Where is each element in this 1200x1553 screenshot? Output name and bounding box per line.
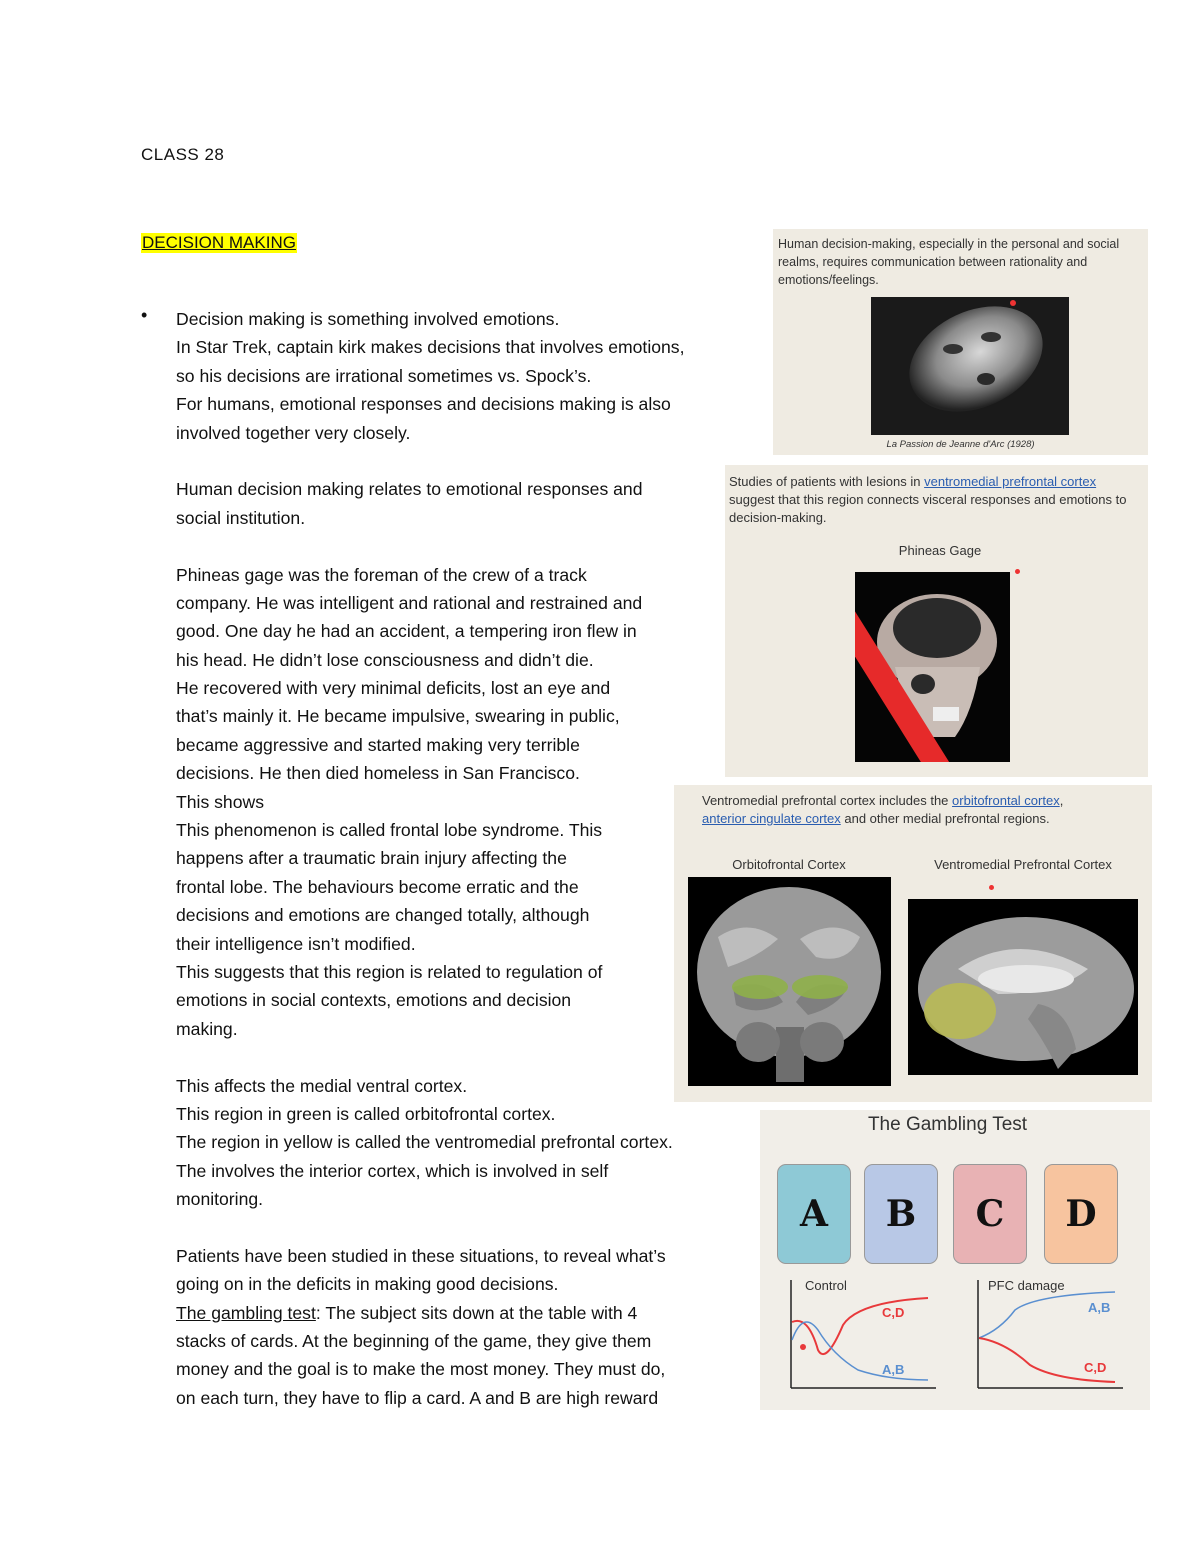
text-line: monitoring. bbox=[176, 1189, 264, 1210]
card-d[interactable] bbox=[1044, 1164, 1118, 1264]
card-b[interactable] bbox=[864, 1164, 938, 1264]
text-line: Decision making is something involved emotions. bbox=[176, 309, 560, 329]
control-graph bbox=[788, 1280, 938, 1392]
control-cd-label: C,D bbox=[882, 1305, 905, 1320]
orbitofrontal-label: Orbitofrontal Cortex bbox=[732, 857, 846, 872]
text-line: became aggressive and started making very terrible bbox=[176, 734, 580, 755]
text-line: This shows bbox=[176, 791, 264, 812]
text-line: Patients have been studied in these situations, to reveal what’s bbox=[176, 1245, 666, 1266]
vmpfc-link[interactable]: ventromedial prefrontal cortex bbox=[924, 474, 1097, 489]
text-line: decisions and emotions are changed totally, although bbox=[176, 905, 590, 926]
text-line: This region in green is called orbitofrontal cortex. bbox=[176, 1103, 556, 1124]
slide2-text-before: Studies of patients with lesions in bbox=[729, 474, 925, 489]
bullet-icon: • bbox=[141, 305, 148, 325]
slide-joan-of-arc bbox=[773, 229, 1148, 455]
text-line: on each turn, they have to flip a card. A and B are high reward bbox=[176, 1387, 659, 1408]
pfc-damage-graph bbox=[975, 1280, 1125, 1392]
orbitofrontal-link[interactable]: orbitofrontal cortex bbox=[952, 793, 1060, 808]
slide1-text: Human decision-making, especially in the personal and social realms, requires communication between rationality and emotions/feelings. bbox=[778, 237, 1120, 287]
text-line: that’s mainly it. He became impulsive, swearing in public, bbox=[176, 706, 620, 727]
text-line: making. bbox=[176, 1018, 238, 1039]
slide2-text-after: suggest that this region connects visceral responses and emotions to decision-making. bbox=[729, 492, 1127, 525]
pfc-graph-title: PFC damage bbox=[988, 1278, 1065, 1293]
class-title: CLASS 28 bbox=[141, 145, 225, 164]
text-line: company. He was intelligent and rational and restrained and bbox=[176, 592, 643, 613]
text-line: emotions in social contexts, emotions and decision bbox=[176, 990, 572, 1011]
text-line: social institution. bbox=[176, 507, 306, 528]
control-graph-title: Control bbox=[805, 1278, 847, 1293]
card-c-letter: C bbox=[975, 1193, 1005, 1235]
slide3-text-before: Ventromedial prefrontal cortex includes the bbox=[702, 793, 953, 808]
gambling-test-title: The Gambling Test bbox=[867, 1114, 1028, 1135]
card-b-letter: B bbox=[885, 1193, 917, 1235]
text-line: their intelligence isn’t modified. bbox=[176, 933, 416, 954]
body-text bbox=[176, 305, 756, 1412]
paragraph-gap bbox=[176, 1214, 756, 1242]
text-line: good. One day he had an accident, a tempering iron flew in bbox=[176, 621, 637, 642]
slide2-text bbox=[729, 473, 1144, 527]
section-heading: DECISION MAKING bbox=[142, 233, 296, 252]
text-line: Phineas gage was the foreman of the crew of a track bbox=[176, 564, 587, 585]
text-line: This phenomenon is called frontal lobe syndrome. This bbox=[176, 820, 603, 841]
control-ab-label: A,B bbox=[882, 1362, 905, 1377]
text-line: He recovered with very minimal deficits, lost an eye and bbox=[176, 678, 611, 699]
gambling-test-term: The gambling test bbox=[176, 1302, 316, 1323]
paragraph-gap bbox=[176, 447, 756, 475]
paragraph-gap bbox=[176, 532, 756, 560]
text-line: This affects the medial ventral cortex. bbox=[176, 1075, 468, 1096]
text-line: money and the goal is to make the most money. They must do, bbox=[176, 1359, 666, 1380]
card-c[interactable] bbox=[953, 1164, 1027, 1264]
text-line: The involves the interior cortex, which is involved in self bbox=[176, 1160, 609, 1181]
text-line: In Star Trek, captain kirk makes decisions that involves emotions, bbox=[176, 337, 685, 358]
slide3-text bbox=[702, 792, 1142, 828]
card-a-letter: A bbox=[800, 1193, 828, 1235]
text-line: his head. He didn’t lose consciousness and didn’t die. bbox=[176, 649, 594, 670]
pfc-ab-label: A,B bbox=[1088, 1300, 1111, 1315]
gambling-test-description: : The subject sits down at the table with 4 bbox=[315, 1302, 638, 1323]
text-line: The region in yellow is called the ventromedial prefrontal cortex. bbox=[176, 1132, 673, 1153]
text-line: so his decisions are irrational sometimes vs. Spock’s. bbox=[176, 365, 592, 386]
slide3-comma: , bbox=[1059, 793, 1064, 808]
text-line: stacks of cards. At the beginning of the game, they give them bbox=[176, 1331, 652, 1352]
slide1-caption: La Passion de Jeanne d'Arc (1928) bbox=[886, 439, 1035, 450]
text-line: frontal lobe. The behaviours become erratic and the bbox=[176, 876, 579, 897]
control-ab-curve bbox=[792, 1322, 928, 1380]
vmpfc-label: Ventromedial Prefrontal Cortex bbox=[934, 857, 1112, 872]
ventromedial-brain-image bbox=[908, 899, 1138, 1075]
text-line: decisions. He then died homeless in San Francisco. bbox=[176, 763, 580, 784]
text-line: This suggests that this region is related to regulation of bbox=[176, 961, 603, 982]
slide-phineas-gage bbox=[725, 465, 1148, 777]
pfc-ab-curve bbox=[979, 1292, 1115, 1338]
text-line: Human decision making relates to emotional responses and bbox=[176, 479, 643, 500]
slide-gambling-test bbox=[760, 1110, 1150, 1410]
pointer-dot-icon bbox=[1015, 569, 1020, 574]
joan-of-arc-photo bbox=[871, 297, 1069, 435]
text-line: happens after a traumatic brain injury affecting the bbox=[176, 848, 567, 869]
control-cd-curve bbox=[792, 1298, 928, 1354]
pfc-cd-label: C,D bbox=[1084, 1360, 1107, 1375]
text-line: going on in the deficits in making good decisions. bbox=[176, 1274, 559, 1295]
slide-vmpfc-regions bbox=[674, 785, 1152, 1102]
card-d-letter: D bbox=[1065, 1193, 1097, 1235]
slide3-text-after: and other medial prefrontal regions. bbox=[840, 811, 1050, 826]
control-marker-icon bbox=[800, 1344, 806, 1350]
paragraph-gap bbox=[176, 1043, 756, 1071]
text-line: For humans, emotional responses and decisions making is also bbox=[176, 394, 671, 415]
text-line: involved together very closely. bbox=[176, 422, 411, 443]
pointer-dot-icon bbox=[989, 885, 994, 890]
card-a[interactable] bbox=[777, 1164, 851, 1264]
phineas-gage-skull-image bbox=[855, 572, 1010, 762]
gambling-test-line bbox=[176, 1299, 756, 1327]
anterior-cingulate-link[interactable]: anterior cingulate cortex bbox=[702, 811, 841, 826]
orbitofrontal-brain-image bbox=[688, 877, 891, 1086]
slide2-caption: Phineas Gage bbox=[898, 543, 982, 558]
